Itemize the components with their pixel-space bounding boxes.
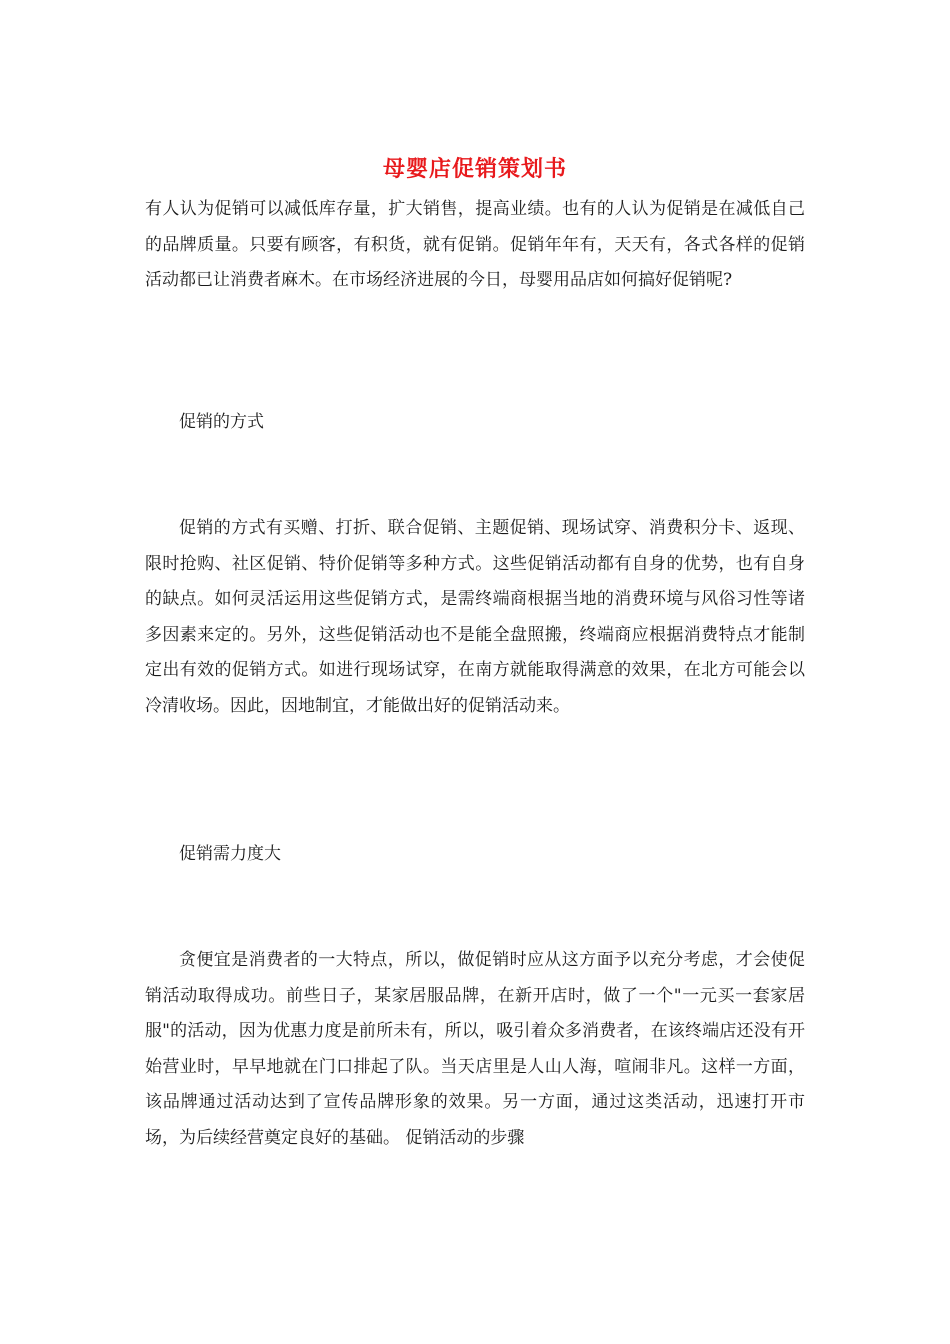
document-title: 母婴店促销策划书: [382, 156, 567, 182]
intro-paragraph: 有人认为促销可以减低库存量，扩大销售，提高业绩。也有的人认为促销是在减低自己的品牌质量。只要有顾客，有积货，就有促销。促销年年有，天天有，各式各样的促销活动都已让消费者麻木。在市场经济进展的今日，母婴用品店如何搞好促销呢?: [145, 199, 805, 290]
section-heading-intensity: 促销需力度大: [179, 844, 281, 864]
section-body-intensity: 贪便宜是消费者的一大特点，所以，做促销时应从这方面予以充分考虑，才会使促销活动取得成功。前些日子，某家居服品牌，在新开店时，做了一个"一元买一套家居服"的活动，因为优惠力度是前所未有，所以，吸引着众多消费者，在该终端店还没有开始营业时，早早地就在门口排起了队。当天店里是人山人海，喧闹非凡。这样一方面，该品牌通过活动达到了宣传品牌形象的效果。另一方面，通过这类活动，迅速打开市场，为后续经营奠定良好的基础。 促销活动的步骤: [145, 950, 805, 1148]
section-body-methods: 促销的方式有买赠、打折、联合促销、主题促销、现场试穿、消费积分卡、返现、限时抢购、社区促销、特价促销等多种方式。这些促销活动都有自身的优势，也有自身的缺点。如何灵活运用这些促销方式，是需终端商根据当地的消费环境与风俗习性等诸多因素来定的。另外，这些促销活动也不是能全盘照搬，终端商应根据消费特点才能制定出有效的促销方式。如进行现场试穿，在南方就能取得满意的效果，在北方可能会以冷清收场。因此，因地制宜，才能做出好的促销活动来。: [145, 518, 805, 716]
section-heading-methods: 促销的方式: [179, 412, 264, 432]
